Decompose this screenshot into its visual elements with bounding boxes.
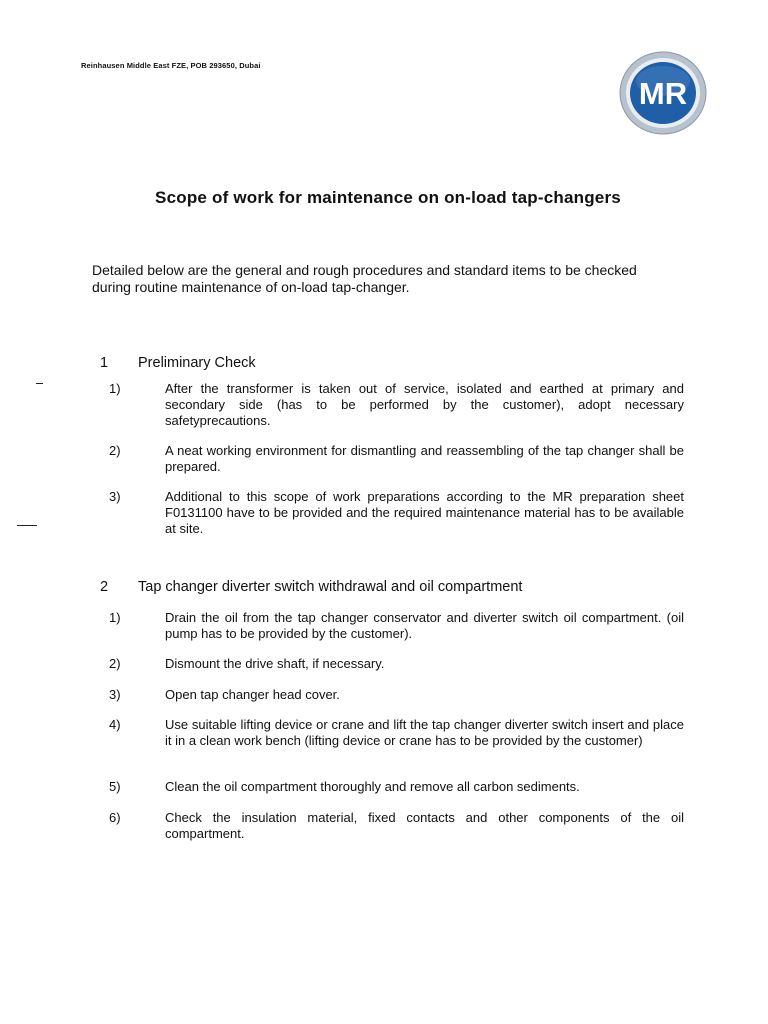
- item-text: Drain the oil from the tap changer conservator and diverter switch oil compartment. (oil pump has to be provided by the customer).: [165, 610, 684, 641]
- item-text: Open tap changer head cover.: [165, 687, 340, 702]
- section-title: Tap changer diverter switch withdrawal and oil compartment: [138, 579, 523, 595]
- list-item: [109, 610, 684, 642]
- item-text: A neat working environment for dismantling and reassembling of the tap changer shall be prepared.: [165, 443, 684, 474]
- section-number: 2: [100, 579, 109, 595]
- item-number: 2): [109, 656, 121, 671]
- item-text: Use suitable lifting device or crane and lift the tap changer diverter switch insert and place it in a clean work bench (lifting device or crane has to be provided by the customer): [165, 717, 684, 748]
- item-number: 4): [109, 717, 121, 732]
- item-number: 3): [109, 687, 121, 702]
- list-item: [109, 443, 684, 475]
- item-text: After the transformer is taken out of service, isolated and earthed at primary and secondary side (has to be performed by the customer), adopt necessary safetyprecautions.: [165, 381, 684, 428]
- item-number: 1): [109, 381, 121, 396]
- item-text: Additional to this scope of work preparations according to the MR preparation sheet F0131100 have to be provided and the required maintenance material has to be available at site.: [165, 489, 684, 536]
- mr-logo-icon: [619, 51, 707, 135]
- section-heading-1: [100, 355, 256, 371]
- item-number: 3): [109, 489, 121, 504]
- section-heading-2: [100, 579, 522, 595]
- list-item: [109, 656, 684, 672]
- section-title: Preliminary Check: [138, 355, 256, 371]
- company-address: Reinhausen Middle East FZE, POB 293650, Dubai: [81, 61, 261, 70]
- margin-mark-1: [36, 383, 43, 384]
- list-item: [109, 810, 684, 842]
- list-item: [109, 489, 684, 537]
- list-item: [109, 779, 684, 795]
- item-text: Check the insulation material, fixed contacts and other components of the oil compartment.: [165, 810, 684, 841]
- item-text: Dismount the drive shaft, if necessary.: [165, 656, 385, 671]
- logo-text: MR: [638, 76, 688, 111]
- document-title: Scope of work for maintenance on on-load tap-changers: [155, 188, 621, 207]
- list-item: [109, 717, 684, 749]
- margin-mark-2: [17, 525, 37, 526]
- list-item: [109, 687, 684, 703]
- item-number: 5): [109, 779, 121, 794]
- item-number: 1): [109, 610, 121, 625]
- item-text: Clean the oil compartment thoroughly and remove all carbon sediments.: [165, 779, 580, 794]
- list-item: [109, 381, 684, 429]
- intro-paragraph: Detailed below are the general and rough procedures and standard items to be checked during routine maintenance of on-load tap-changer.: [92, 262, 637, 295]
- section-number: 1: [100, 355, 109, 371]
- item-number: 6): [109, 810, 121, 825]
- item-number: 2): [109, 443, 121, 458]
